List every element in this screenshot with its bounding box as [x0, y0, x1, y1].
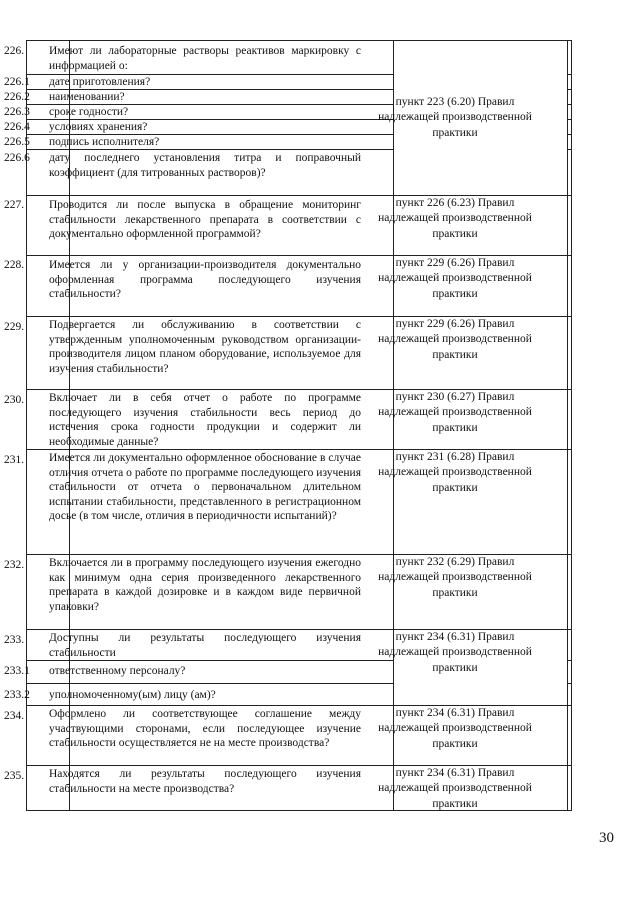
question-text: Доступны ли результаты последующего изучения стабильности — [49, 632, 361, 659]
row-number: 229. — [4, 321, 25, 333]
row-number: 230. — [4, 394, 25, 406]
reference-text: пункт 232 (6.29) Правил надлежащей производственной практики — [378, 556, 532, 599]
question-text: Проводится ли после выпуска в обращение мониторинг стабильности лекарственного препарата в соответствии с документально оформленной программой? — [49, 199, 361, 241]
row-number: 227. — [4, 199, 25, 211]
row-number: 234. — [4, 710, 25, 722]
question-text: Имеется ли документально оформленное обоснование в случае отличия отчета о работе по программе последующего изучения стабильности от отчета о первоначальном длительном испытании стабильности, представленного в регистрационном досье (в том числе, отличия в периодичности испытаний)? — [49, 452, 361, 523]
question-text: наименовании? — [49, 91, 125, 103]
row-number: 231. — [4, 454, 25, 466]
reference-text: пункт 223 (6.20) Правил надлежащей производственной практики — [378, 96, 532, 139]
reference-text: пункт 234 (6.31) Правил надлежащей производственной практики — [378, 707, 532, 750]
question-text: Находятся ли результаты последующего изучения стабильности на месте производства? — [49, 768, 361, 795]
question-text: ответственному персоналу? — [49, 665, 186, 677]
question-text: подпись исполнителя? — [49, 136, 160, 148]
answer-cell — [567, 40, 572, 196]
question-text: Имеют ли лабораторные растворы реактивов маркировку с информацией о: — [49, 45, 361, 72]
reference-text: пункт 229 (6.26) Правил надлежащей производственной практики — [378, 257, 532, 300]
row-number: 226.5 — [4, 136, 30, 148]
question-text: Подвергается ли обслуживанию в соответствии с утвержденным уполномоченным руководством организации-производителя лицом планом оборудование, используемое для изучения стабильности? — [49, 319, 361, 375]
row-number: 226. — [4, 45, 25, 57]
row-number: 226.2 — [4, 91, 30, 103]
row-number: 226.3 — [4, 106, 30, 118]
reference-text: пункт 231 (6.28) Правил надлежащей производственной практики — [378, 451, 532, 494]
row-number: 226.1 — [4, 76, 30, 88]
question-text: Имеется ли у организации-производителя документально оформленная программа последующего изучения стабильности? — [49, 259, 361, 301]
question-text: Оформлено ли соответствующее соглашение между участвующими сторонами, если последующее изучение стабильности осуществляется не на месте производства? — [49, 708, 361, 750]
row-number: 233.1 — [4, 665, 30, 677]
page-number: 30 — [599, 830, 614, 846]
row-number: 235. — [4, 770, 25, 782]
question-text: дату последнего установления титра и поправочный коэффициент (для титрованных растворов)? — [49, 152, 361, 179]
reference-text: пункт 229 (6.26) Правил надлежащей производственной практики — [378, 318, 532, 361]
reference-text: пункт 226 (6.23) Правил надлежащей производственной практики — [378, 197, 532, 240]
row-number: 226.6 — [4, 152, 30, 164]
reference-text: пункт 234 (6.31) Правил надлежащей производственной практики — [378, 631, 532, 674]
question-text: Включает ли в себя отчет о работе по программе последующего изучения стабильности весь период до истечения срока годности продукции и содержит ли необходимые данные? — [49, 392, 361, 448]
row-number: 226.4 — [4, 121, 30, 133]
row-number: 233. — [4, 634, 25, 646]
row-number: 233.2 — [4, 689, 30, 701]
question-text: сроке годности? — [49, 106, 129, 118]
row-number: 232. — [4, 559, 25, 571]
question-text: Включается ли в программу последующего изучения ежегодно как минимум одна серия произведенного лекарственного препарата в каждой дозировке и в каждом виде первичной упаковки? — [49, 557, 361, 613]
question-text: условиях хранения? — [49, 121, 148, 133]
reference-text: пункт 230 (6.27) Правил надлежащей производственной практики — [378, 391, 532, 434]
question-text: дате приготовления? — [49, 76, 151, 88]
question-text: уполномоченному(ым) лицу (ам)? — [49, 689, 216, 701]
reference-text: пункт 234 (6.31) Правил надлежащей производственной практики — [378, 767, 532, 810]
row-number: 228. — [4, 259, 25, 271]
